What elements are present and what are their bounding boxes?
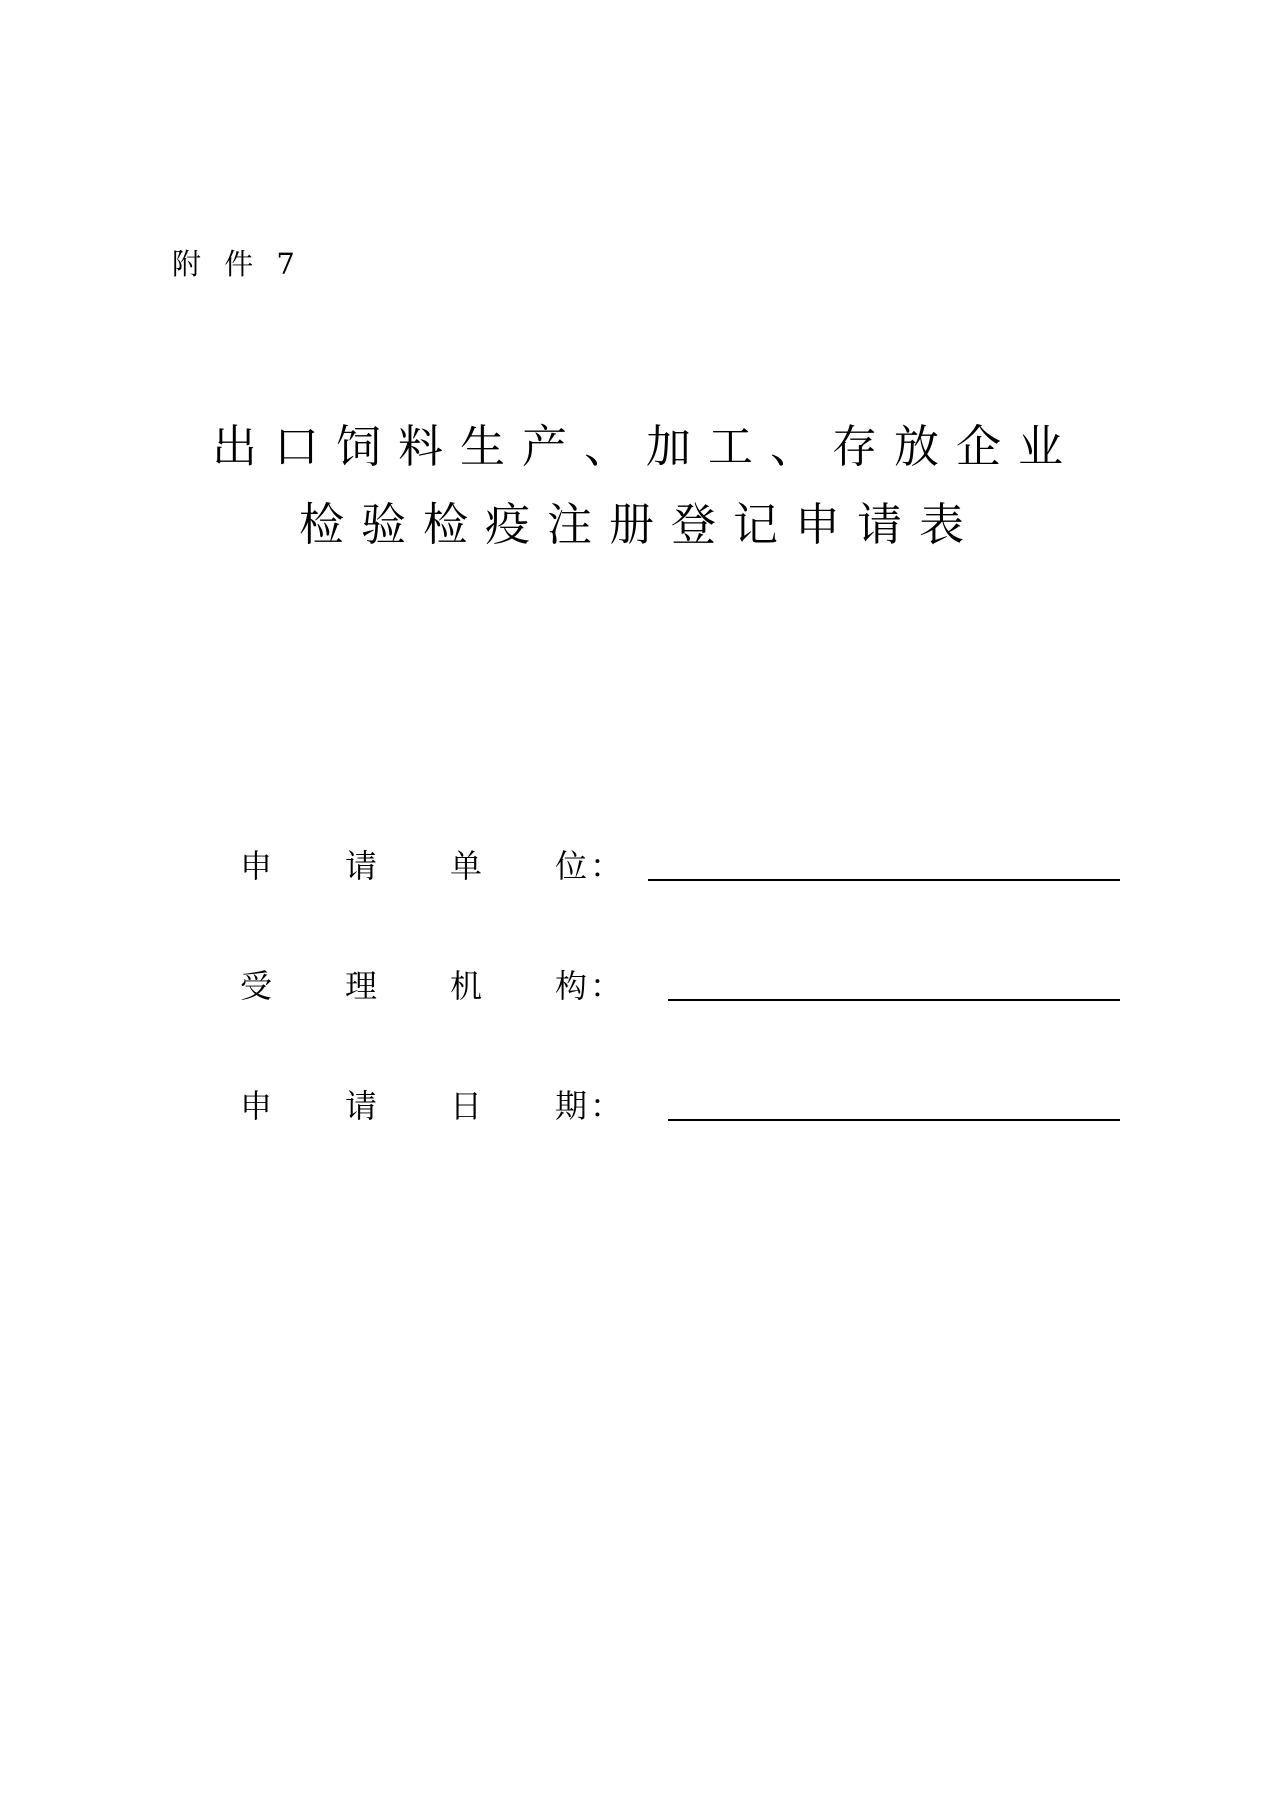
label-colon: ：	[590, 967, 623, 1005]
accepting-agency-blank[interactable]	[668, 999, 1120, 1001]
label-char: 申	[240, 847, 273, 885]
label-char: 位	[555, 847, 588, 885]
label-char: 单	[450, 847, 483, 885]
label-char: 请	[345, 847, 378, 885]
application-date-label	[240, 1078, 622, 1134]
attachment-label: 附 件 7	[172, 247, 302, 281]
label-char: 机	[450, 967, 483, 1005]
label-char: 期	[555, 1087, 588, 1125]
label-colon: ：	[590, 847, 623, 885]
applicant-unit-blank[interactable]	[648, 879, 1120, 881]
applicant-unit-label	[240, 838, 622, 894]
label-char: 日	[450, 1087, 483, 1125]
label-char: 受	[240, 967, 273, 1005]
label-char: 构	[555, 967, 588, 1005]
label-colon: ：	[590, 1087, 623, 1125]
accepting-agency-field	[240, 958, 1120, 1014]
title-line-2: 检验检疫注册登记申请表	[298, 498, 981, 551]
title-line-1: 出口饲料生产、加工、存放企业	[211, 420, 1080, 473]
applicant-unit-field	[240, 838, 1120, 894]
accepting-agency-label	[240, 958, 622, 1014]
label-char: 请	[345, 1087, 378, 1125]
label-char: 申	[240, 1087, 273, 1125]
application-date-blank[interactable]	[668, 1119, 1120, 1121]
application-date-field	[240, 1078, 1120, 1134]
document-title	[0, 408, 1280, 564]
label-char: 理	[345, 967, 378, 1005]
